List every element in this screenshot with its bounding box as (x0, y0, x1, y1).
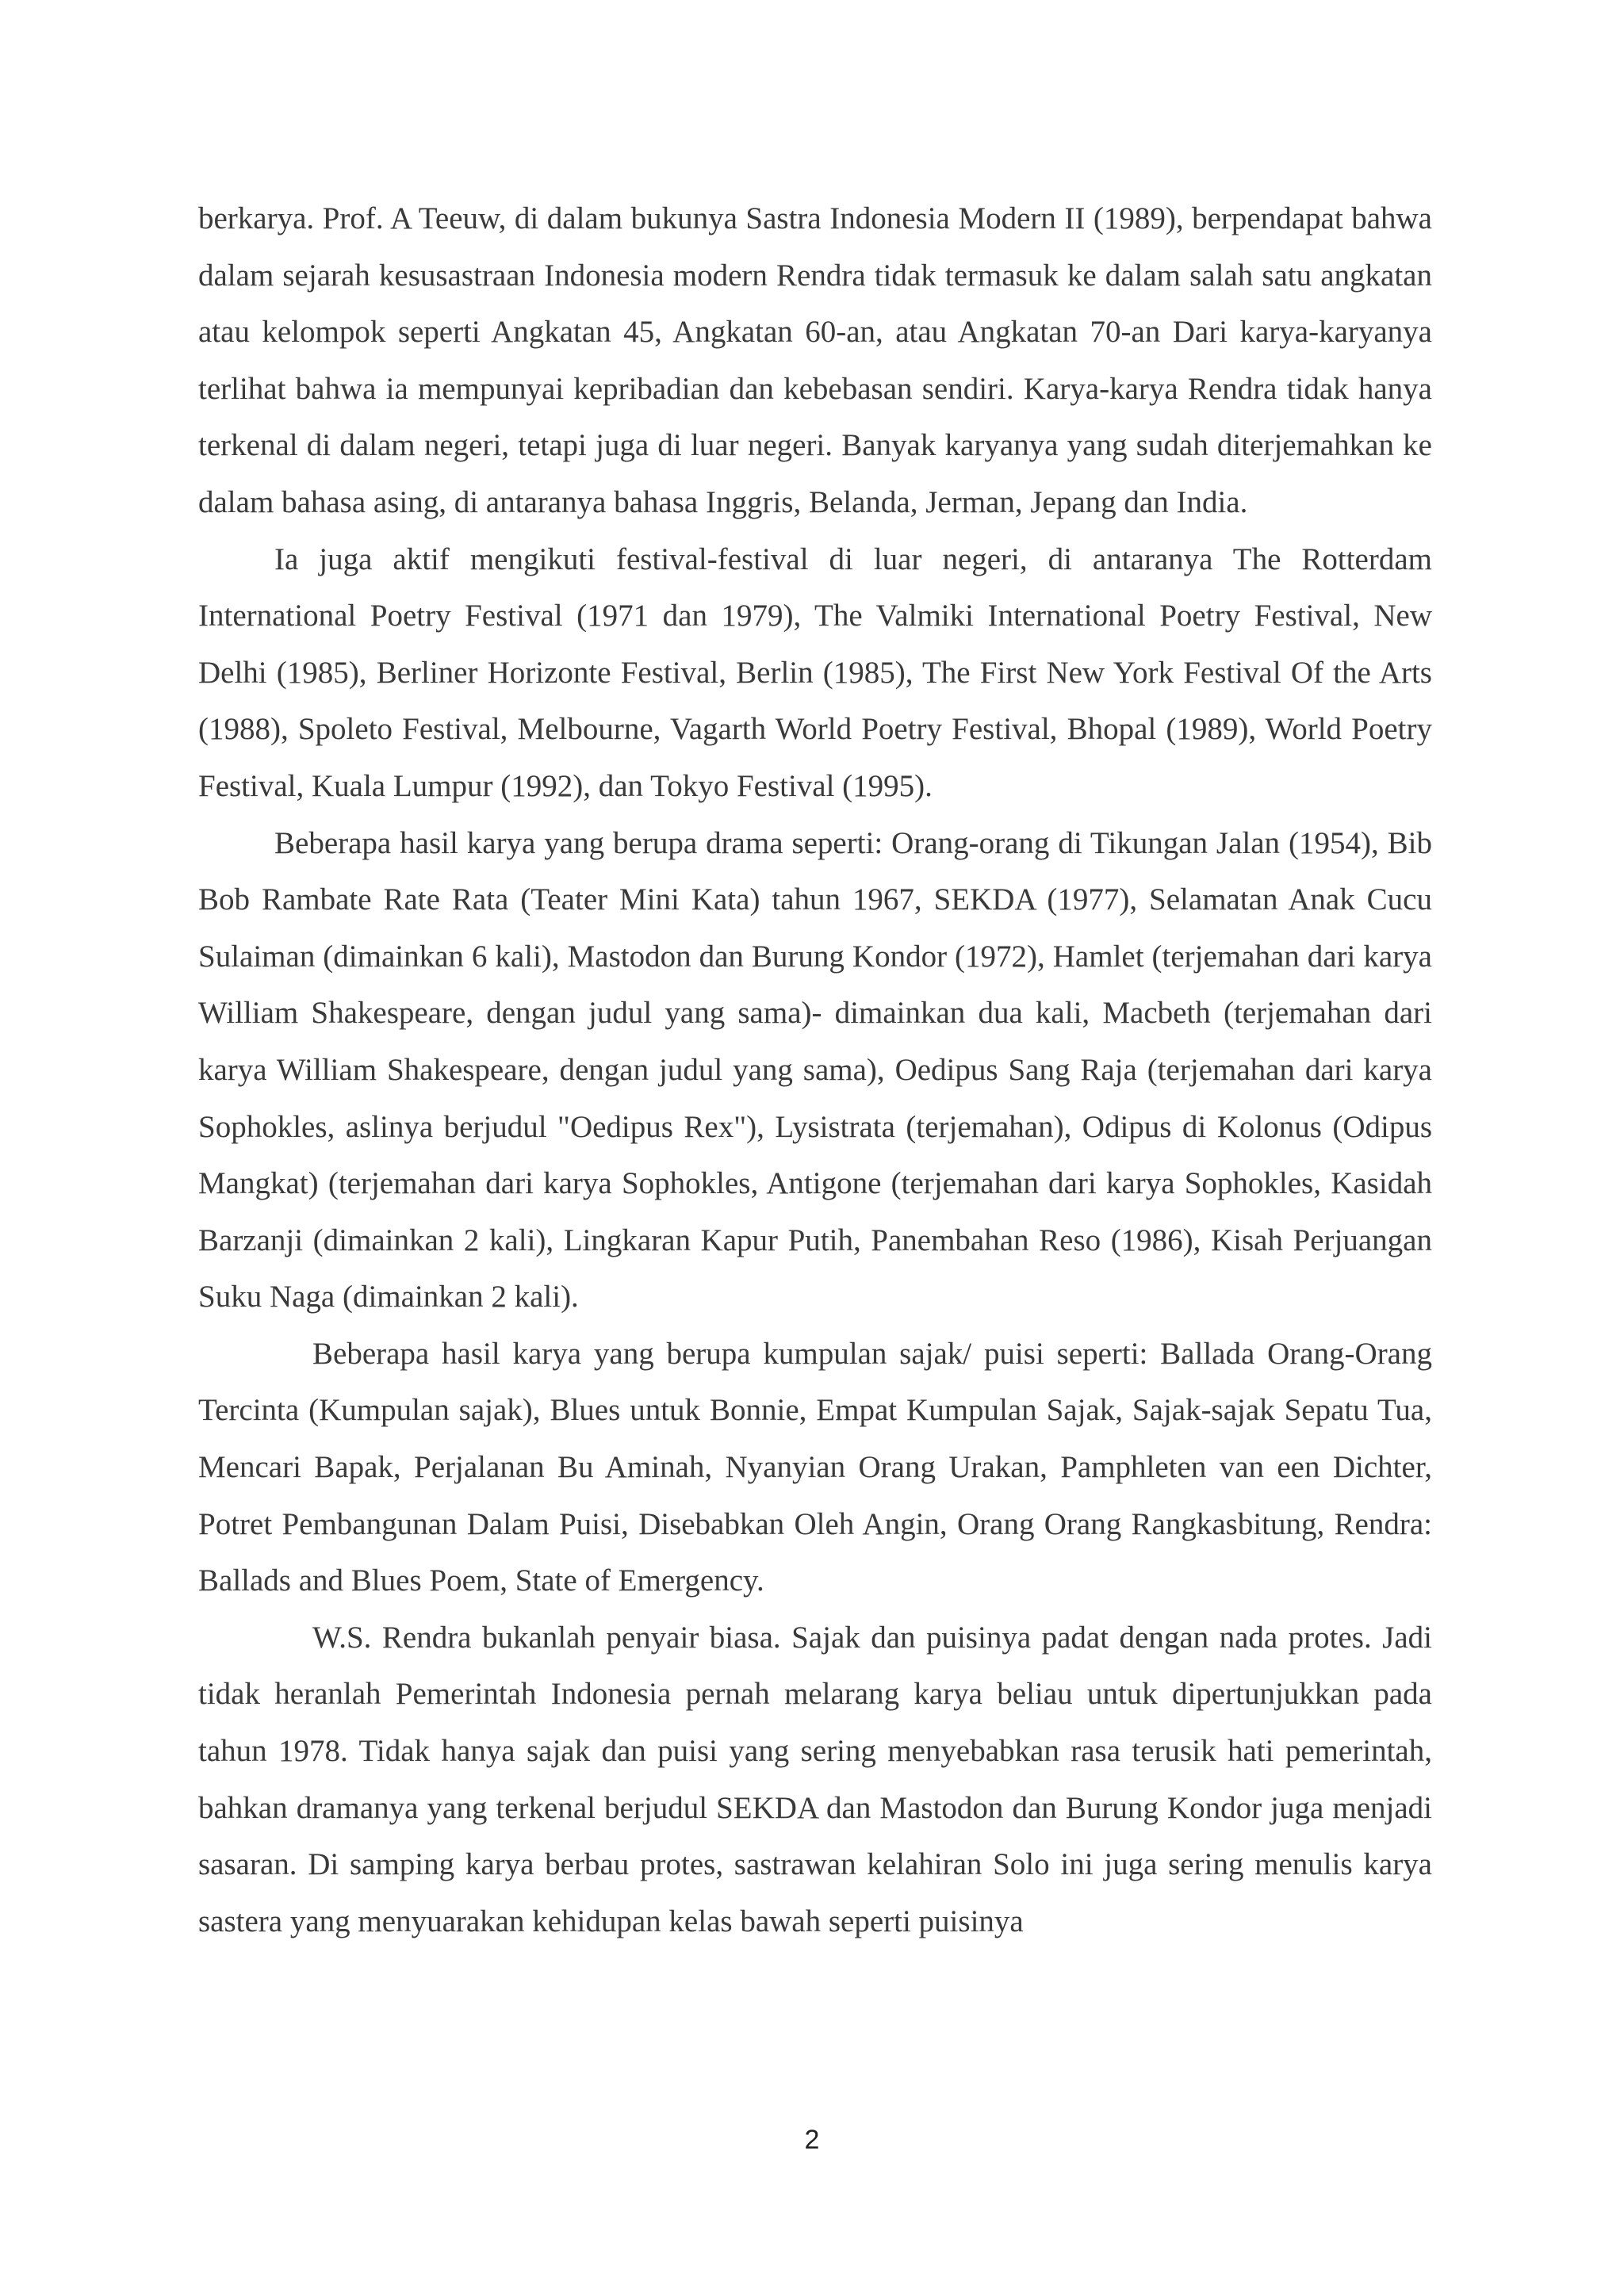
paragraph-rendra-angkatan: berkarya. Prof. A Teeuw, di dalam bukunya Sastra Indonesia Modern II (1989), berpendapat bahwa dalam sejarah kesusastraan Indonesia modern Rendra tidak termasuk ke dalam salah satu angkatan atau kelompok seperti Angkatan 45, Angkatan 60-an, atau Angkatan 70-an Dari karya-karyanya terlihat bahwa ia mempunyai kepribadian dan kebebasan sendiri. Karya-karya Rendra tidak hanya terkenal di dalam negeri, tetapi juga di luar negeri. Banyak karyanya yang sudah diterjemahkan ke dalam bahasa asing, di antaranya bahasa Inggris, Belanda, Jerman, Jepang dan India. (198, 201, 1432, 519)
body-text (198, 190, 1432, 1950)
paragraph-festivals: Ia juga aktif mengikuti festival-festival di luar negeri, di antaranya The Rotterdam International Poetry Festival (1971 dan 1979), The Valmiki International Poetry Festival, New Delhi (1985), Berliner Horizonte Festival, Berlin (1985), The First New York Festival Of the Arts (1988), Spoleto Festival, Melbourne, Vagarth World Poetry Festival, Bhopal (1989), World Poetry Festival, Kuala Lumpur (1992), dan Tokyo Festival (1995). (198, 541, 1432, 803)
paragraph-protest-works: W.S. Rendra bukanlah penyair biasa. Sajak dan puisinya padat dengan nada protes. Jadi tidak heranlah Pemerintah Indonesia pernah melarang karya beliau untuk dipertunjukkan pada tahun 1978. Tidak hanya sajak dan puisi yang sering menyebabkan rasa terusik hati pemerintah, bahkan dramanya yang terkenal berjudul SEKDA dan Mastodon dan Burung Kondor juga menjadi sasaran. Di samping karya berbau protes, sastrawan kelahiran Solo ini juga sering menulis karya sastera yang menyuarakan kehidupan kelas bawah seperti puisinya (198, 1620, 1432, 1938)
page-number: 2 (804, 2125, 820, 2155)
paragraph-drama-works: Beberapa hasil karya yang berupa drama seperti: Orang-orang di Tikungan Jalan (1954), Bib Bob Rambate Rate Rata (Teater Mini Kata) tahun 1967, SEKDA (1977), Selamatan Anak Cucu Sulaiman (dimainkan 6 kali), Mastodon dan Burung Kondor (1972), Hamlet (terjemahan dari karya William Shakespeare, dengan judul yang sama)- dimainkan dua kali, Macbeth (terjemahan dari karya William Shakespeare, dengan judul yang sama), Oedipus Sang Raja (terjemahan dari karya Sophokles, aslinya berjudul "Oedipus Rex"), Lysistrata (terjemahan), Odipus di Kolonus (Odipus Mangkat) (terjemahan dari karya Sophokles, Antigone (terjemahan dari karya Sophokles, Kasidah Barzanji (dimainkan 2 kali), Lingkaran Kapur Putih, Panembahan Reso (1986), Kisah Perjuangan Suku Naga (dimainkan 2 kali). (198, 825, 1432, 1314)
paragraph-poetry-collections: Beberapa hasil karya yang berupa kumpulan sajak/ puisi seperti: Ballada Orang-Orang Tercinta (Kumpulan sajak), Blues untuk Bonnie, Empat Kumpulan Sajak, Sajak-sajak Sepatu Tua, Mencari Bapak, Perjalanan Bu Aminah, Nyanyian Orang Urakan, Pamphleten van een Dichter, Potret Pembangunan Dalam Puisi, Disebabkan Oleh Angin, Orang Orang Rangkasbitung, Rendra: Ballads and Blues Poem, State of Emergency. (198, 1336, 1432, 1598)
